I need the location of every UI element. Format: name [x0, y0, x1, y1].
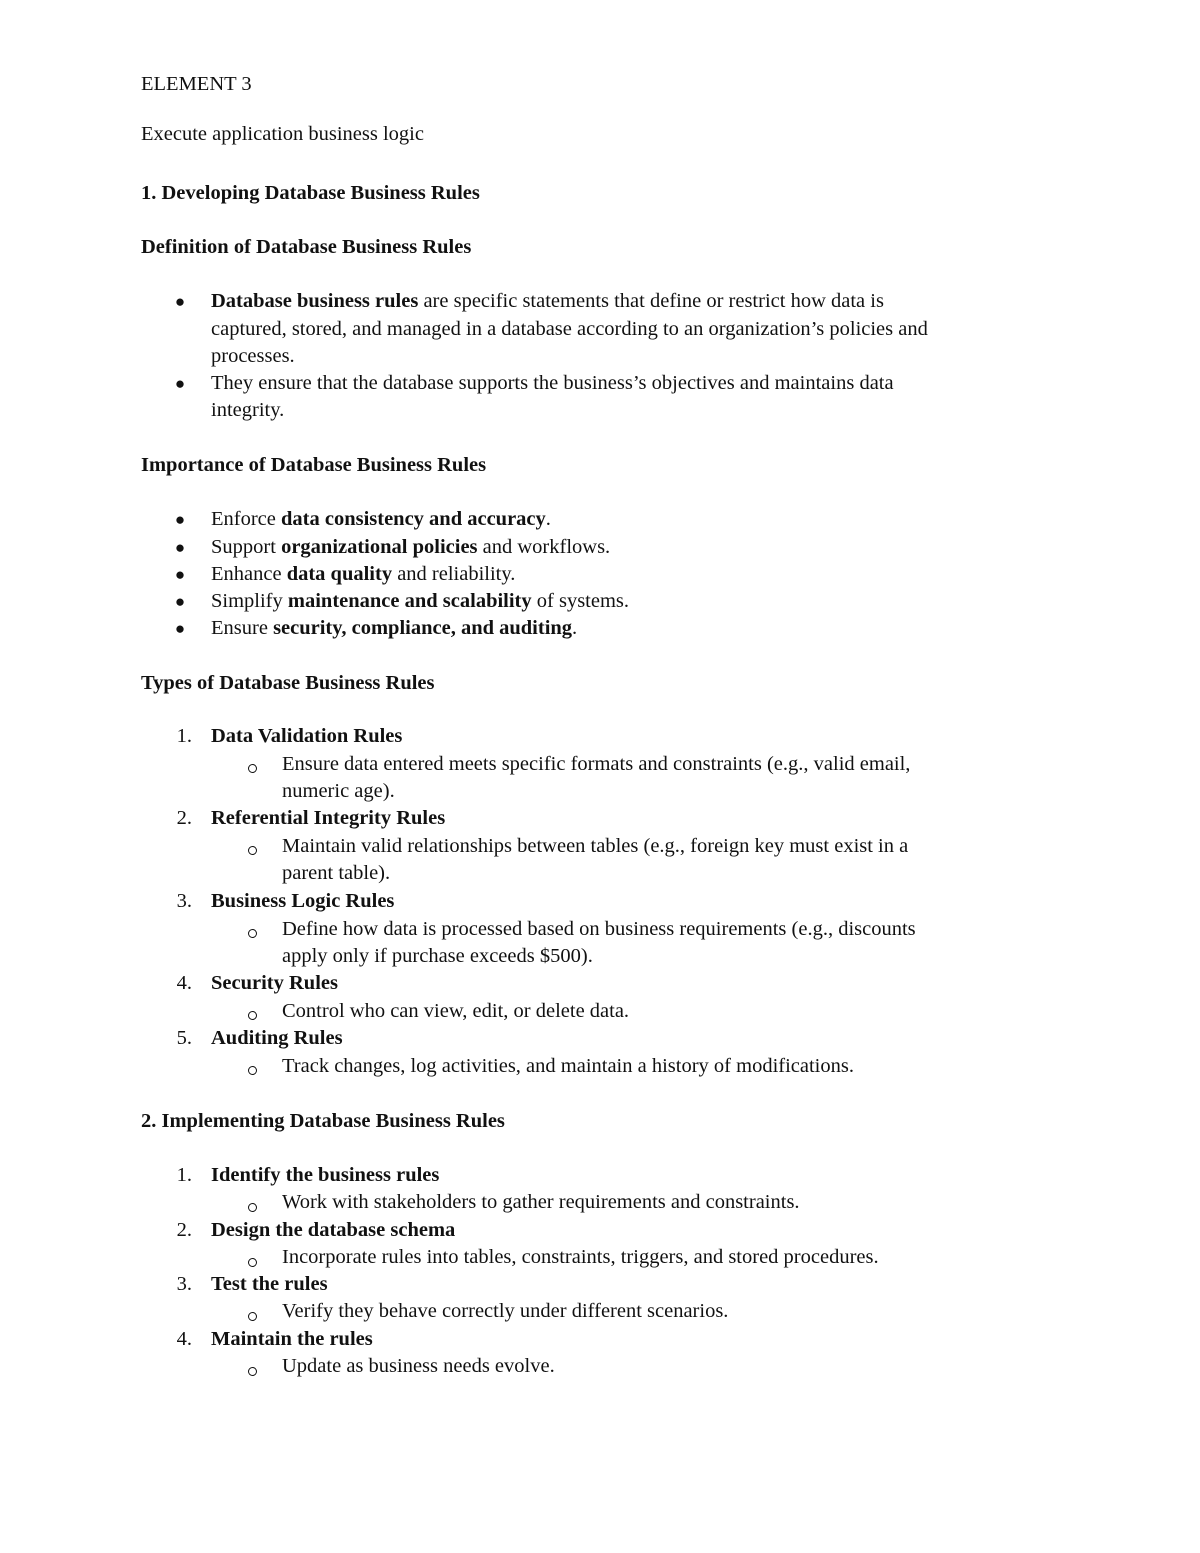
definition-heading: Definition of Database Business Rules [141, 236, 472, 258]
type-description: Control who can view, edit, or delete data. [282, 1000, 630, 1022]
types-heading: Types of Database Business Rules [141, 672, 435, 694]
type-title: Security Rules [211, 972, 338, 994]
importance-item: Enhance data quality and reliability. [211, 563, 516, 585]
step-description: Verify they behave correctly under different scenarios. [282, 1300, 729, 1322]
type-title: Data Validation Rules [211, 725, 403, 747]
step-title: Maintain the rules [211, 1328, 373, 1350]
type-description-line-2: numeric age). [282, 780, 395, 802]
type-title: Business Logic Rules [211, 890, 395, 912]
list-number: 1. [176, 725, 192, 747]
definition-item-1-bold: Database business rules [211, 290, 419, 312]
definition-item-1 [211, 288, 884, 315]
definition-item-2: They ensure that the database supports the business’s objectives and maintains data [211, 372, 894, 394]
list-number: 2. [176, 807, 192, 829]
sub-bullet-marker [248, 1367, 257, 1376]
type-title: Referential Integrity Rules [211, 807, 446, 829]
type-description: Track changes, log activities, and maintain a history of modifications. [282, 1055, 854, 1077]
bullet-marker: ● [174, 374, 186, 393]
definition-item-1-line-3: processes. [211, 345, 295, 367]
definition-item-1-text: are specific statements that define or restrict how data is [418, 290, 884, 312]
list-number: 2. [176, 1219, 192, 1241]
step-description: Work with stakeholders to gather requirements and constraints. [282, 1191, 800, 1213]
importance-item: Support organizational policies and workflows. [211, 536, 611, 558]
sub-bullet-marker [248, 1258, 257, 1267]
sub-bullet-marker [248, 1203, 257, 1212]
list-number: 3. [176, 1273, 192, 1295]
sub-bullet-marker [248, 1312, 257, 1321]
type-title: Auditing Rules [211, 1027, 343, 1049]
list-number: 3. [176, 890, 192, 912]
step-description: Update as business needs evolve. [282, 1355, 555, 1377]
sub-bullet-marker [248, 764, 257, 773]
type-description: Define how data is processed based on business requirements (e.g., discounts [282, 918, 916, 940]
section-1-title: 1. Developing Database Business Rules [141, 182, 480, 204]
importance-item: Enforce data consistency and accuracy. [211, 508, 551, 530]
sub-bullet-marker [248, 846, 257, 855]
bullet-marker: ● [174, 510, 186, 529]
importance-item: Simplify maintenance and scalability of systems. [211, 590, 630, 612]
importance-heading: Importance of Database Business Rules [141, 454, 487, 476]
list-number: 4. [176, 972, 192, 994]
type-description-line-2: apply only if purchase exceeds $500). [282, 945, 593, 967]
bullet-marker: ● [174, 292, 186, 311]
type-description: Maintain valid relationships between tables (e.g., foreign key must exist in a [282, 835, 909, 857]
step-title: Identify the business rules [211, 1164, 440, 1186]
list-number: 4. [176, 1328, 192, 1350]
definition-item-1-line-2: captured, stored, and managed in a database according to an organization’s policies and [211, 318, 928, 340]
bullet-marker: ● [174, 538, 186, 557]
definition-item-2-line-2: integrity. [211, 399, 285, 421]
bullet-marker: ● [174, 592, 186, 611]
section-2-title: 2. Implementing Database Business Rules [141, 1110, 505, 1132]
bullet-marker: ● [174, 565, 186, 584]
importance-item: Ensure security, compliance, and auditing. [211, 617, 578, 639]
bullet-marker: ● [174, 619, 186, 638]
sub-bullet-marker [248, 1066, 257, 1075]
sub-bullet-marker [248, 929, 257, 938]
step-title: Design the database schema [211, 1219, 456, 1241]
type-description-line-2: parent table). [282, 862, 391, 884]
sub-bullet-marker [248, 1011, 257, 1020]
step-description: Incorporate rules into tables, constraints, triggers, and stored procedures. [282, 1246, 879, 1268]
list-number: 1. [176, 1164, 192, 1186]
step-title: Test the rules [211, 1273, 328, 1295]
document-subtitle: Execute application business logic [141, 123, 424, 145]
element-label: ELEMENT 3 [141, 73, 252, 95]
type-description: Ensure data entered meets specific formats and constraints (e.g., valid email, [282, 753, 911, 775]
list-number: 5. [176, 1027, 192, 1049]
